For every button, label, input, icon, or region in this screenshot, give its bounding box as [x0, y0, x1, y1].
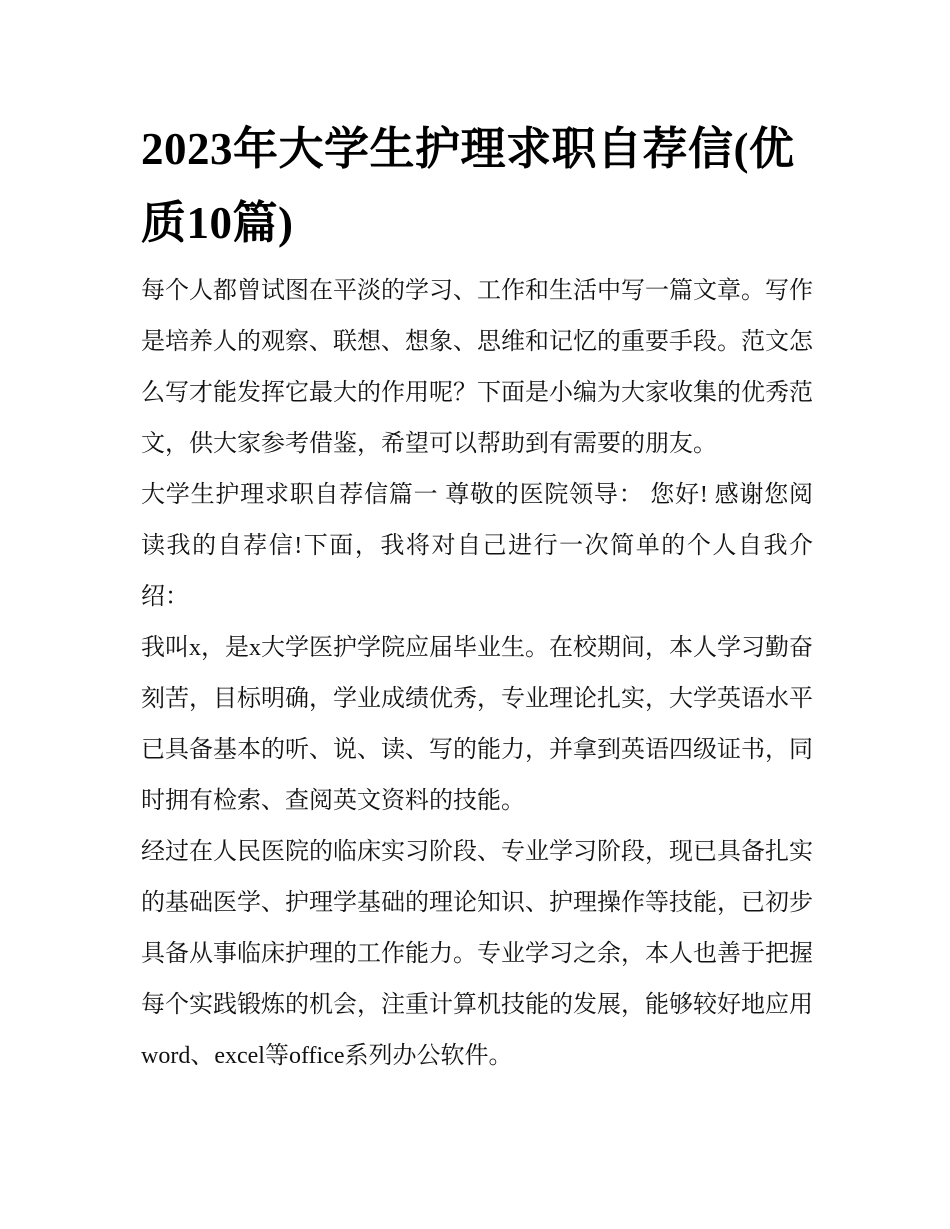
- paragraph-greeting: 大学生护理求职自荐信篇一 尊敬的医院领导： 您好! 感谢您阅读我的自荐信!下面，我将对自己进行一次简单的个人自我介绍：: [141, 482, 813, 610]
- document-title: 2023年大学生护理求职自荐信(优质10篇): [141, 124, 795, 248]
- paragraph-education: 我叫x，是x大学医护学院应届毕业生。在校期间，本人学习勤奋刻苦，目标明确，学业成绩优秀，专业理论扎实，大学英语水平已具备基本的听、说、读、写的能力，并拿到英语四级证书，同时拥有检索、查阅英文资料的技能。: [141, 635, 813, 814]
- document-page: [141, 112, 813, 1082]
- paragraph-clinical: 经过在人民医院的临床实习阶段、专业学习阶段，现已具备扎实的基础医学、护理学基础的理论知识、护理操作等技能，已初步具备从事临床护理的工作能力。专业学习之余，本人也善于把握每个实践锻炼的机会，注重计算机技能的发展，能够较好地应用word、excel等office系列办公软件。: [141, 839, 813, 1069]
- paragraph-intro: 每个人都曾试图在平淡的学习、工作和生活中写一篇文章。写作是培养人的观察、联想、想象、思维和记忆的重要手段。范文怎么写才能发挥它最大的作用呢？下面是小编为大家收集的优秀范文，供大家参考借鉴，希望可以帮助到有需要的朋友。: [141, 278, 813, 457]
